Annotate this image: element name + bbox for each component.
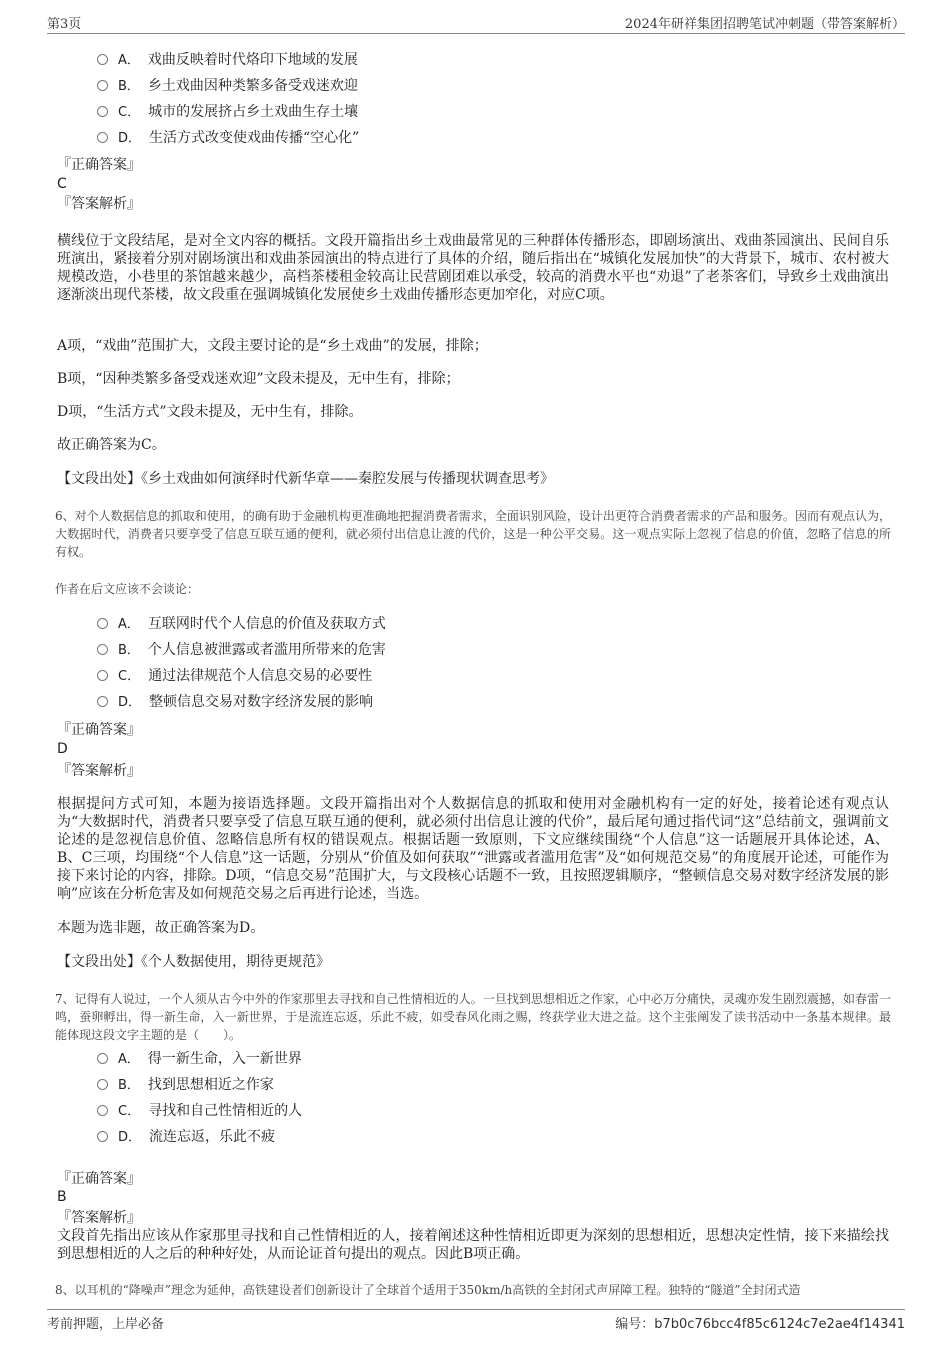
radio-icon[interactable] bbox=[97, 670, 108, 681]
q5-answer-label: 『正确答案』 bbox=[57, 157, 141, 173]
q6-option-a[interactable]: A． 互联网时代个人信息的价值及获取方式 bbox=[97, 614, 386, 635]
q7-option-b[interactable]: B． 找到思想相近之作家 bbox=[97, 1075, 274, 1096]
radio-icon[interactable] bbox=[97, 1131, 108, 1142]
q5-option-b[interactable]: B． 乡土戏曲因种类繁多备受戏迷欢迎 bbox=[97, 76, 358, 97]
page-footer bbox=[47, 1313, 905, 1331]
radio-icon[interactable] bbox=[97, 1105, 108, 1116]
q6-source: 【文段出处】《个人数据使用，期待更规范》 bbox=[57, 954, 330, 970]
q5-option-d[interactable]: D． 生活方式改变使戏曲传播“空心化” bbox=[97, 128, 359, 149]
q8-stem: 8、以耳机的“降噪声”理念为延伸，高铁建设者们创新设计了全球首个适用于350km/h高铁的全封闭式声屏障工程。独特的“隧道”全封闭式造 bbox=[55, 1283, 801, 1297]
radio-icon[interactable] bbox=[97, 644, 108, 655]
q5-analysis-d: D项，“生活方式”文段未提及，无中生有，排除。 bbox=[57, 404, 363, 420]
radio-icon[interactable] bbox=[97, 80, 108, 91]
q6-answer-label: 『正确答案』 bbox=[57, 722, 141, 738]
q5-analysis-b: B项，“因种类繁多备受戏迷欢迎”文段未提及，无中生有，排除； bbox=[57, 371, 460, 387]
q7-answer-label: 『正确答案』 bbox=[57, 1171, 141, 1187]
q6-option-b[interactable]: B． 个人信息被泄露或者滥用所带来的危害 bbox=[97, 640, 386, 661]
q7-option-c[interactable]: C． 寻找和自己性情相近的人 bbox=[97, 1101, 302, 1122]
radio-icon[interactable] bbox=[97, 54, 108, 65]
q7-option-a[interactable]: A． 得一新生命，入一新世界 bbox=[97, 1049, 302, 1070]
q5-analysis-a: A项，“戏曲”范围扩大，文段主要讨论的是“乡土戏曲”的发展，排除； bbox=[57, 338, 488, 354]
page-number: 第3页 bbox=[47, 17, 82, 32]
q7-stem: 7、记得有人说过，一个人须从古今中外的作家那里去寻找和自己性情相近的人。一旦找到思想相近之作家，心中必万分痛快，灵魂亦发生剧烈震撼，如春雷一鸣，蚕卵孵出，得一新生命，入一新世界，于是流连忘返，乐此不疲，如受春风化雨之赐，终获学业大进之益。这个主张阐发了读书活动中一条基本规律。最能体现这段文字主题的是（ ）。 bbox=[55, 992, 891, 1042]
page-header bbox=[47, 13, 905, 31]
q7-analysis-text: 文段首先指出应该从作家那里寻找和自己性情相近的人，接着阐述这种性情相近即更为深刻的思想相近，思想决定性情，接下来描绘找到思想相近的人之后的种种好处，从而论证首句提出的观点。因此B项正确。 bbox=[57, 1228, 889, 1262]
q5-analysis-text: 横线位于文段结尾，是对全文内容的概括。文段开篇指出乡土戏曲最常见的三种群体传播形态，即剧场演出、戏曲茶园演出、民间自乐班演出，紧接着分别对剧场演出和戏曲茶园演出的特点进行了具体的介绍，随后指出在“城镇化发展加快”的大背景下，城市、农村被大规模改造，小巷里的茶馆越来越少，高档茶楼租金较高让民营剧团难以承受，较高的消费水平也“劝退”了老茶客们，导致乡土戏曲演出逐渐淡出现代茶楼，故文段重在强调城镇化发展使乡土戏曲传播形态更加窄化，对应C项。 bbox=[57, 233, 889, 303]
q6-option-d[interactable]: D． 整顿信息交易对数字经济发展的影响 bbox=[97, 692, 373, 713]
radio-icon[interactable] bbox=[97, 1053, 108, 1064]
q7-answer-value: B bbox=[57, 1189, 67, 1205]
q5-source: 【文段出处】《乡土戏曲如何演绎时代新华章——秦腔发展与传播现状调查思考》 bbox=[57, 471, 554, 487]
document-title: 2024年研祥集团招聘笔试冲刺题（带答案解析） bbox=[624, 17, 905, 32]
radio-icon[interactable] bbox=[97, 106, 108, 117]
q7-analysis-label: 『答案解析』 bbox=[57, 1210, 141, 1226]
footer-divider bbox=[47, 1309, 905, 1310]
q6-option-c[interactable]: C． 通过法律规范个人信息交易的必要性 bbox=[97, 666, 372, 687]
radio-icon[interactable] bbox=[97, 1079, 108, 1090]
q6-stem: 6、对个人数据信息的抓取和使用，的确有助于金融机构更准确地把握消费者需求，全面识别风险，设计出更符合消费者需求的产品和服务。因而有观点认为，大数据时代，消费者只要享受了信息互联互通的便利，就必须付出信息让渡的代价，这是一种公平交易。这一观点实际上忽视了信息的价值，忽略了信息的所有权。 bbox=[55, 509, 891, 559]
q6-analysis-text: 根据提问方式可知，本题为接语选择题。文段开篇指出对个人数据信息的抓取和使用对金融机构有一定的好处，接着论述有观点认为“大数据时代，消费者只要享受了信息互联互通的便利，就必须付出信息让渡的代价”，最后尾句通过指代词“这”总结前文，强调前文论述的是忽视信息价值、忽略信息所有权的错误观点。根据话题一致原则，下文应继续围绕“个人信息”这一话题展开具体论述，A、B、C三项，均围绕“个人信息”这一话题，分别从“价值及如何获取”“泄露或者滥用危害”及“如何规范交易”的角度展开论述，可能作为接下来讨论的内容，排除。D项，“信息交易”范围扩大，与文段核心话题不一致，且按照逻辑顺序，“整顿信息交易对数字经济发展的影响”应该在分析危害及如何规范交易之后再进行论述，当选。 bbox=[57, 796, 889, 902]
q5-conclusion: 故正确答案为C。 bbox=[57, 437, 166, 453]
radio-icon[interactable] bbox=[97, 618, 108, 629]
q6-answer-value: D bbox=[57, 741, 68, 757]
footer-slogan: 考前押题，上岸必备 bbox=[47, 1317, 165, 1332]
q5-analysis-label: 『答案解析』 bbox=[57, 196, 141, 212]
document-code: 编号：b7b0c76bcc4f85c6124c7e2ae4f14341 bbox=[615, 1317, 905, 1332]
q6-analysis-label: 『答案解析』 bbox=[57, 763, 141, 779]
header-divider bbox=[47, 33, 905, 34]
q5-answer-value: C bbox=[57, 176, 67, 192]
radio-icon[interactable] bbox=[97, 132, 108, 143]
q6-conclusion: 本题为选非题，故正确答案为D。 bbox=[57, 920, 265, 936]
q6-question: 作者在后文应该不会谈论： bbox=[55, 582, 200, 596]
q7-option-d[interactable]: D． 流连忘返，乐此不疲 bbox=[97, 1127, 275, 1148]
radio-icon[interactable] bbox=[97, 696, 108, 707]
q5-option-a[interactable]: A． 戏曲反映着时代烙印下地域的发展 bbox=[97, 50, 358, 71]
q5-option-c[interactable]: C． 城市的发展挤占乡土戏曲生存土壤 bbox=[97, 102, 358, 123]
